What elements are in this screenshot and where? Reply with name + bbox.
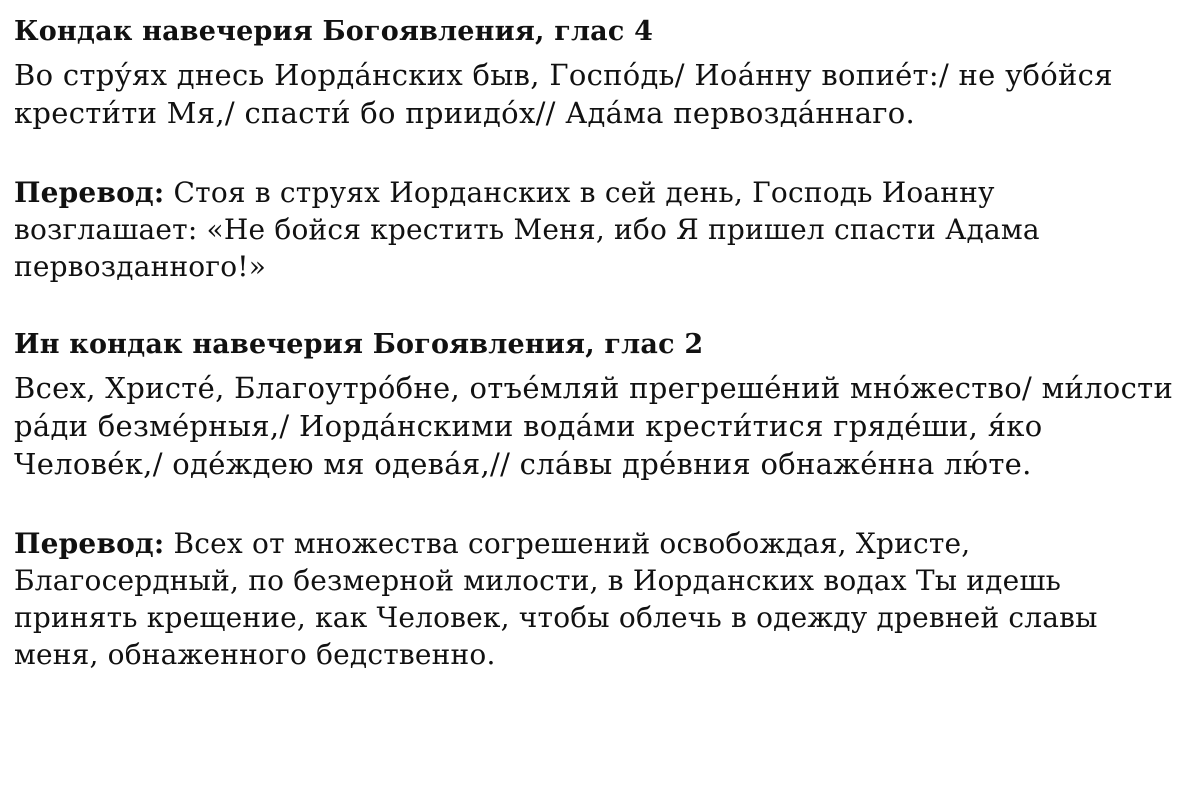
spacer	[14, 483, 1182, 525]
translation-label-1: Перевод:	[14, 176, 165, 209]
spacer	[14, 285, 1182, 327]
kontakion-title-2: Ин кондак навечерия Богоявления, глас 2	[14, 329, 704, 360]
translation-text-2: Всех от множества согрешений освобождая, Христе, Благосердный, по безмерной милости, в Иорданских водах Ты идешь принять крещение, как Человек, чтобы облечь в одежду древней славы меня, обнаженного бедственно.	[14, 527, 1098, 671]
translation-section-2	[14, 525, 1182, 673]
translation-text-1: Стоя в струях Иорданских в сей день, Господь Иоанну возглашает: «Не бойся крестить Меня, ибо Я пришел спасти Адама первозданного!»	[14, 176, 1040, 283]
spacer	[14, 132, 1182, 174]
kontakion-section-2	[14, 327, 1182, 483]
kontakion-text-2: Всех, Христе́, Благоутро́бне, отъе́мляй прегреше́ний мно́жество/ ми́лости ра́ди безме́рныя,/ Иорда́нскими вода́ми крести́тися гряде́ши, я́ко Челове́к,/ оде́ждею мя одева́я,// сла́вы дре́вния обнаже́нна лю́те.	[14, 371, 1174, 481]
kontakion-title-1: Кондак навечерия Богоявления, глас 4	[14, 16, 654, 47]
translation-section-1	[14, 174, 1182, 285]
translation-paragraph-2	[14, 525, 1182, 673]
translation-label-2: Перевод:	[14, 527, 165, 560]
kontakion-text-1: Во стру́ях днесь Иорда́нских быв, Госпо́дь/ Иоа́нну вопие́т:/ не убо́йся крести́ти Мя,/ спасти́ бо приидо́х// Ада́ма первозда́ннаго.	[14, 58, 1113, 130]
translation-paragraph-1	[14, 174, 1182, 285]
kontakion-section-1	[14, 14, 1182, 132]
